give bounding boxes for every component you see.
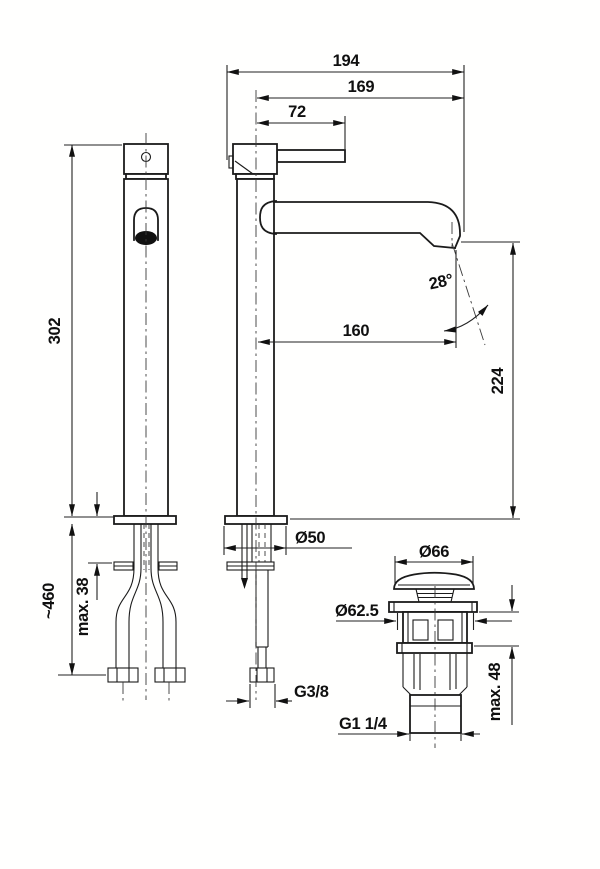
dim-28deg-label: 28° [427,270,455,294]
dim-d625-label: Ø62.5 [335,602,379,620]
dim-72-label: 72 [288,103,306,121]
dim-max38-label: max. 38 [74,577,92,637]
dim-160-label: 160 [342,322,370,340]
dim-169-label: 169 [347,78,375,96]
dim-302-label: 302 [46,317,64,345]
dim-194-label: 194 [332,52,360,70]
dim-d66-label: Ø66 [418,543,450,561]
dim-460-label: ~460 [40,583,58,619]
lever-handle [277,150,345,162]
dim-g114-label: G1 1/4 [339,715,387,733]
faucet-front-view [108,133,185,703]
dim-d50-label: Ø50 [295,529,326,547]
dim-g38-label: G3/8 [294,683,329,701]
drain-valve-assembly [389,573,477,748]
mounting-bracket-front [114,562,177,570]
dim-max48-label: max. 48 [486,662,504,722]
pull-rod-arrow [241,578,248,589]
spout [260,201,460,248]
pop-up-cap [394,573,474,589]
dim-224-label: 224 [489,367,507,395]
